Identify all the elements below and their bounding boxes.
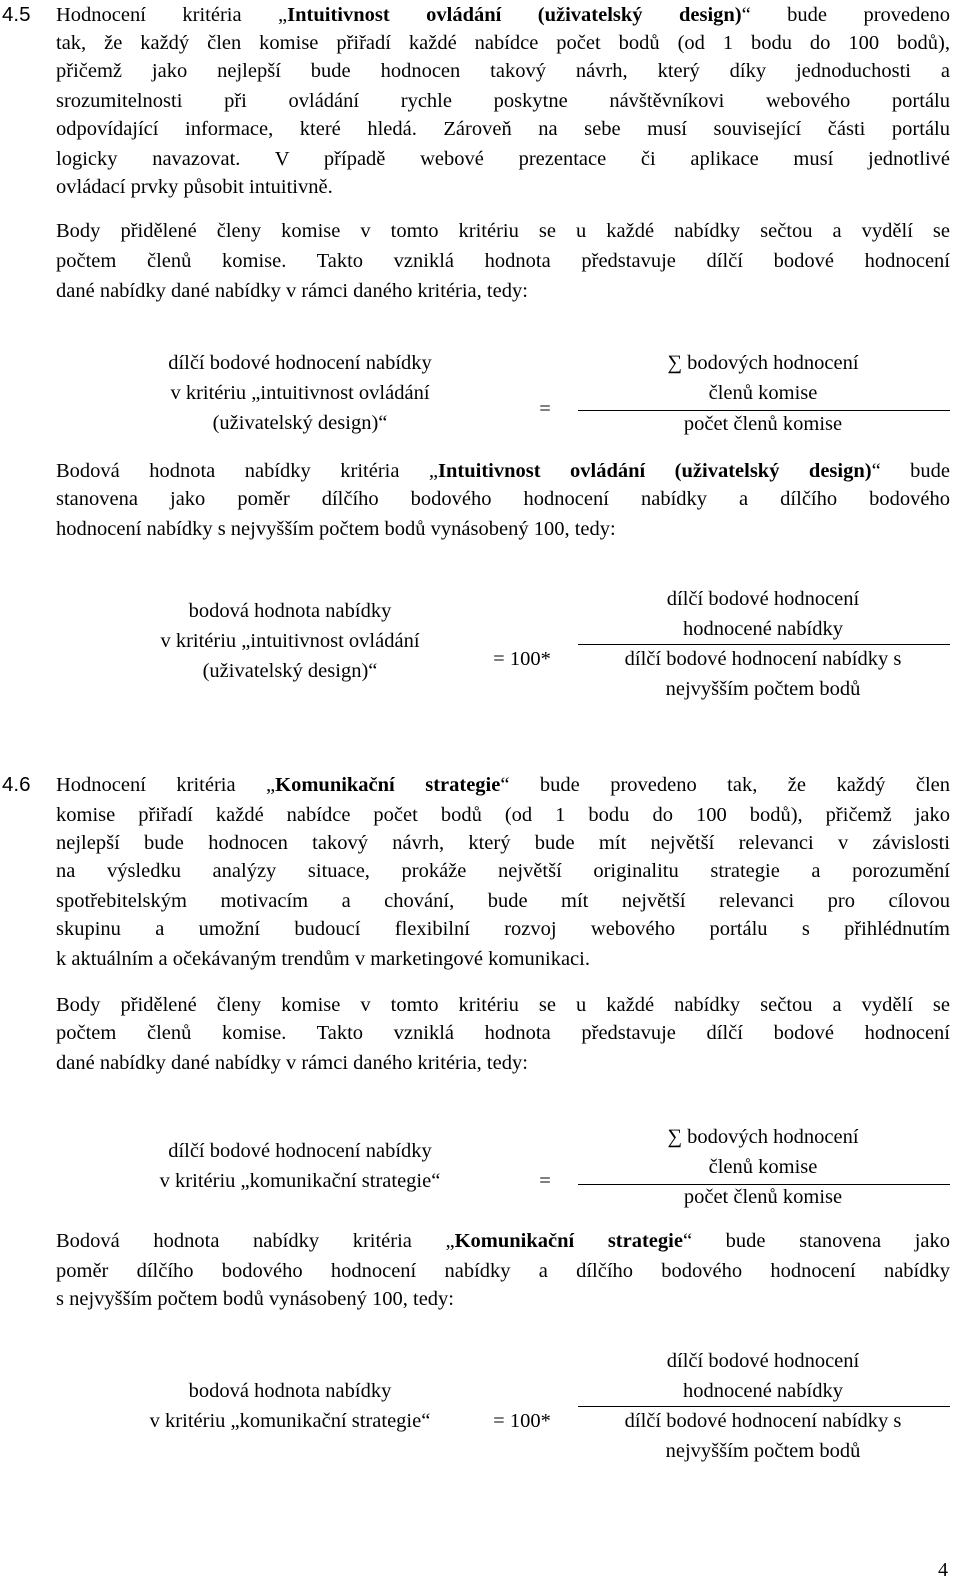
text-line: komise přiřadí každé nabídce počet bodů (od 1 bodu do 100 bodů), přičemž jako [56,804,950,826]
text-line: počtem členů komise. Takto vzniklá hodnota představuje dílčí bodové hodnocení [56,250,950,272]
fraction-numerator: dílčí bodové hodnocení hodnocené nabídky [666,588,860,640]
text-line: Body přidělené členy komise v tomto kritériu se u každé nabídky sečtou a vydělí se [56,220,950,242]
text-line: srozumitelnosti při ovládání rychle poskytne návštěvníkovi webového portálu [56,90,950,112]
text-line: na výsledku analýzy situace, prokáže největší originalitu strategie a porozumění [56,860,950,882]
text-line: skupinu a umožní budoucí flexibilní rozvoj webového portálu s přihlédnutím [56,918,950,940]
criterion-name: Komunikační strategie [275,774,501,796]
text-line: tak, že každý člen komise přiřadí každé nabídce počet bodů (od 1 bodu do 100 bodů), [56,32,950,54]
criterion-name: Intuitivnost ovládání (uživatelský design) [287,4,742,26]
fraction-denominator: počet členů komise [683,413,843,435]
text-line: Bodová hodnota nabídky kritéria „Komunikační strategie“ bude stanovena jako [56,1230,950,1252]
fraction-numerator: ∑ bodových hodnocení členů komise [667,1126,859,1178]
text-line: Hodnocení kritéria „Intuitivnost ovládání (uživatelský design)“ bude provedeno [56,4,951,26]
equals-sign: = [539,398,551,420]
text-line: logicky navazovat. V případě webové prezentace či aplikace musí jednotlivé [56,148,950,170]
text-line: poměr dílčího bodového hodnocení nabídky a dílčího bodového hodnocení nabídky [56,1260,950,1282]
text-line: nejlepší bude hodnocen takový návrh, který bude mít největší relevanci v závislosti [56,832,950,854]
fraction-denominator: počet členů komise [683,1186,843,1208]
text-line: s nejvyšším počtem bodů vynásobený 100, tedy: [56,1288,454,1310]
fraction-numerator: dílčí bodové hodnocení hodnocené nabídky [666,1350,860,1402]
text-line: přičemž jako nejlepší bude hodnocen takový návrh, který díky jednoduchosti a [56,60,950,82]
page-number: 4 [938,1559,948,1581]
criterion-name: Komunikační strategie [454,1230,683,1252]
section-number: 4.5 [2,3,31,26]
equals-times-100: = 100* [493,1410,551,1432]
formula-left-side: dílčí bodové hodnocení nabídky v kritériu „intuitivnost ovládání (uživatelský design)“ [168,352,432,434]
text-line: spotřebitelským motivacím a chování, bude mít největší relevanci pro cílovou [56,890,950,912]
text-line: dané nabídky dané nabídky v rámci daného kritéria, tedy: [56,280,528,302]
text-line: stanovena jako poměr dílčího bodového hodnocení nabídky a dílčího bodového [56,488,950,510]
fraction-denominator: dílčí bodové hodnocení nabídky s nejvyšším počtem bodů [624,648,902,700]
text-line: počtem členů komise. Takto vzniklá hodnota představuje dílčí bodové hodnocení [56,1022,950,1044]
fraction-denominator: dílčí bodové hodnocení nabídky s nejvyšším počtem bodů [624,1410,902,1462]
text-line: Hodnocení kritéria „Komunikační strategie“ bude provedeno tak, že každý člen [56,774,950,796]
formula-left-side: bodová hodnota nabídky v kritériu „komunikační strategie“ [149,1380,431,1432]
formula-left-side: dílčí bodové hodnocení nabídky v kritériu „komunikační strategie“ [159,1140,441,1192]
text-line: hodnocení nabídky s nejvyšším počtem bodů vynásobený 100, tedy: [56,518,616,540]
criterion-name: Intuitivnost ovládání (uživatelský design) [438,460,872,482]
text-line: k aktuálním a očekávaným trendům v marketingové komunikaci. [56,948,590,970]
text-line: odpovídající informace, které hledá. Zároveň na sebe musí související části portálu [56,118,950,140]
section-number: 4.6 [2,773,31,796]
text-line: Bodová hodnota nabídky kritéria „Intuitivnost ovládání (uživatelský design)“ bude [56,460,950,482]
text-line: dané nabídky dané nabídky v rámci daného kritéria, tedy: [56,1052,528,1074]
fraction-numerator: ∑ bodových hodnocení členů komise [667,352,859,404]
equals-times-100: = 100* [493,648,551,670]
text-line: ovládací prvky působit intuitivně. [56,176,333,198]
equals-sign: = [539,1170,551,1192]
text-line: Body přidělené členy komise v tomto kritériu se u každé nabídky sečtou a vydělí se [56,994,950,1016]
formula-left-side: bodová hodnota nabídky v kritériu „intuitivnost ovládání (uživatelský design)“ [160,600,420,682]
